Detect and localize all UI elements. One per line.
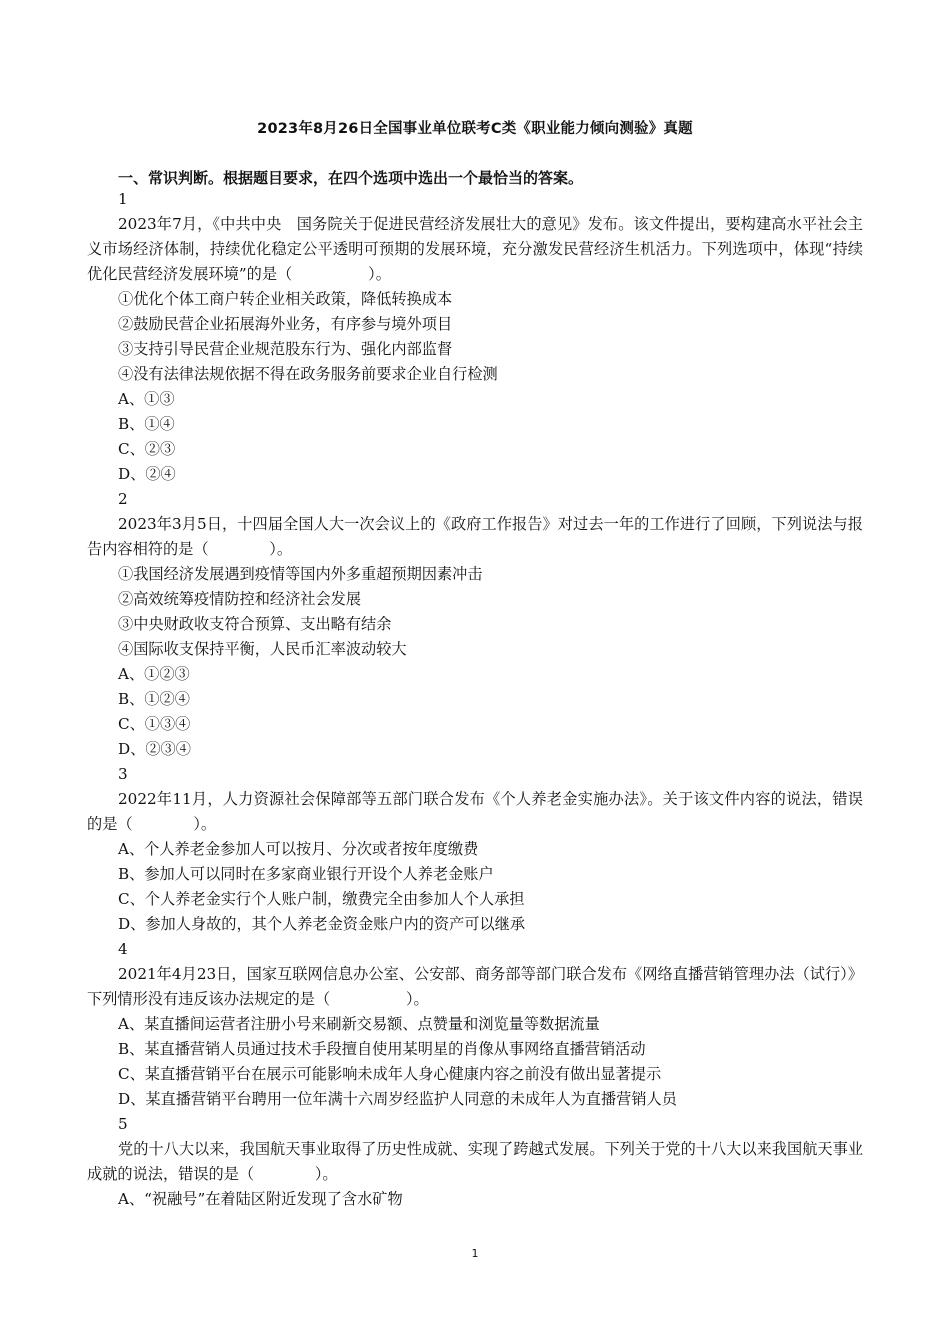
answer-option: B、①④ — [118, 415, 175, 433]
question-list — [87, 187, 863, 1212]
question-stem: 2022年11月，人力资源社会保障部等五部门联合发布《个人养老金实施办法》。关于该文件内容的说法，错误的是（ ）。 — [87, 790, 863, 833]
question-stem: 党的十八大以来，我国航天事业取得了历史性成就、实现了跨越式发展。下列关于党的十八大以来我国航天事业成就的说法，错误的是（ ）。 — [87, 1140, 863, 1183]
answer-option: A、个人养老金参加人可以按月、分次或者按年度缴费 — [118, 840, 479, 858]
document-title: 2023年8月26日全国事业单位联考C类《职业能力倾向测验》真题 — [257, 121, 693, 137]
question-stem: 2021年4月23日，国家互联网信息办公室、公安部、商务部等部门联合发布《网络直播营销管理办法（试行）》下列情形没有违反该办法规定的是（ ）。 — [87, 965, 863, 1008]
question-statement: ②鼓励民营企业拓展海外业务，有序参与境外项目 — [118, 315, 453, 333]
question-stem: 2023年7月，《中共中央 国务院关于促进民营经济发展壮大的意见》发布。该文件提出，要构建高水平社会主义市场经济体制，持续优化稳定公平透明可预期的发展环境，充分激发民营经济生机活力。下列选项中，体现“持续优化民营经济发展环境”的是（ ）。 — [87, 215, 863, 283]
answer-option: A、某直播间运营者注册小号来刷新交易额、点赞量和浏览量等数据流量 — [118, 1015, 600, 1033]
answer-option: C、某直播营销平台在展示可能影响未成年人身心健康内容之前没有做出显著提示 — [118, 1065, 662, 1083]
answer-option: C、①③④ — [118, 715, 191, 733]
question-statement: ③中央财政收支符合预算、支出略有结余 — [118, 615, 392, 633]
answer-option: B、参加人可以同时在多家商业银行开设个人养老金账户 — [118, 865, 494, 883]
answer-option: C、②③ — [118, 440, 176, 458]
question-statement: ④国际收支保持平衡，人民币汇率波动较大 — [118, 640, 407, 658]
question-statement: ③支持引导民营企业规范股东行为、强化内部监督 — [118, 340, 453, 358]
question-number: 4 — [118, 940, 128, 958]
answer-option: A、①③ — [118, 390, 175, 408]
answer-option: D、某直播营销平台聘用一位年满十六周岁经监护人同意的未成年人为直播营销人员 — [118, 1090, 677, 1108]
question-statement: ④没有法律法规依据不得在政务服务前要求企业自行检测 — [118, 365, 498, 383]
question-number: 1 — [118, 190, 128, 208]
section-heading: 一、常识判断。根据题目要求，在四个选项中选出一个最恰当的答案。 — [118, 169, 584, 187]
answer-option: D、②④ — [118, 465, 176, 483]
answer-option: D、参加人身故的，其个人养老金资金账户内的资产可以继承 — [118, 915, 526, 933]
question-number: 5 — [118, 1115, 128, 1133]
answer-option: D、②③④ — [118, 740, 191, 758]
answer-option: B、某直播营销人员通过技术手段擅自使用某明星的肖像从事网络直播营销活动 — [118, 1040, 646, 1058]
question-statement: ①我国经济发展遇到疫情等国内外多重超预期因素冲击 — [118, 565, 483, 583]
question-statement: ①优化个体工商户转企业相关政策，降低转换成本 — [118, 290, 453, 308]
question-statement: ②高效统筹疫情防控和经济社会发展 — [118, 590, 361, 608]
answer-option: B、①②④ — [118, 690, 190, 708]
answer-option: A、“祝融号”在着陆区附近发现了含水矿物 — [118, 1190, 403, 1208]
question-stem: 2023年3月5日，十四届全国人大一次会议上的《政府工作报告》对过去一年的工作进行了回顾，下列说法与报告内容相符的是（ ）。 — [87, 515, 863, 558]
question-number: 3 — [118, 765, 128, 783]
answer-option: C、个人养老金实行个人账户制，缴费完全由参加人个人承担 — [118, 890, 525, 908]
question-number: 2 — [118, 490, 128, 508]
page-number: 1 — [471, 1247, 479, 1260]
answer-option: A、①②③ — [118, 665, 190, 683]
